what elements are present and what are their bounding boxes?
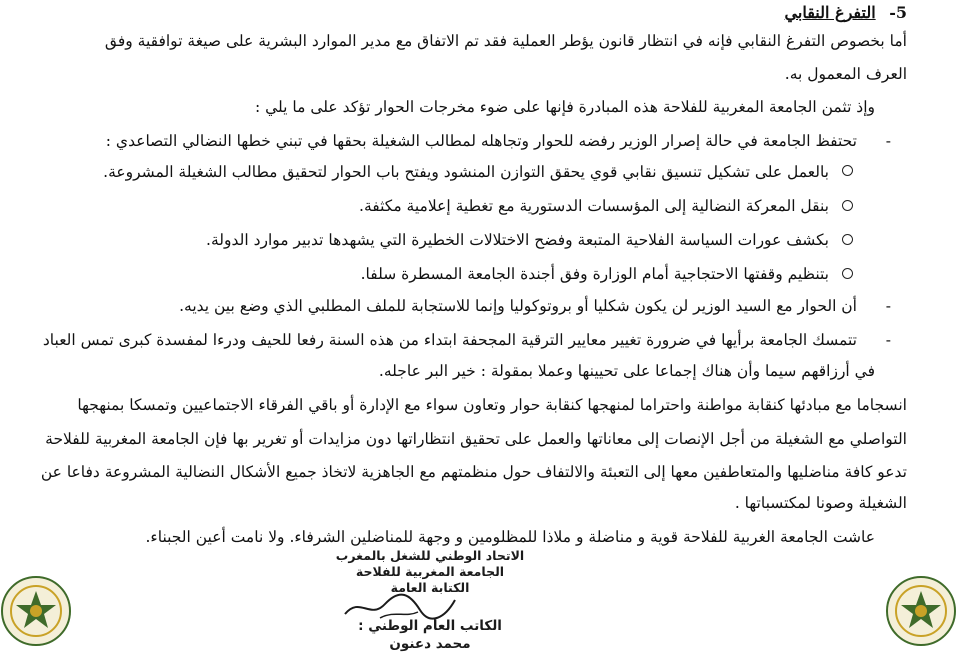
subitem-text: بنقل المعركة النضالية إلى المؤسسات الدستورية مع تغطية إعلامية مكثفة.	[359, 197, 829, 215]
section-number: 5-	[889, 3, 907, 22]
circle-bullet-icon	[842, 268, 853, 279]
bullet-dash: -	[885, 132, 891, 150]
stamp-union-name: الاتحاد الوطني للشغل بالمغرب	[335, 548, 525, 563]
signature-stamp	[310, 548, 550, 651]
stamp-title: الكاتب العام الوطني :	[358, 618, 502, 634]
stamp-signatory: محمد دعنون	[389, 636, 471, 652]
bullet-dash: -	[885, 331, 891, 349]
bullet-text: تتمسك الجامعة برأيها في ضرورة تغيير معايير الترقية المجحفة ابتداء من هذه السنة رفعا للحيف ودرءا لمفسدة كبرى تمس العباد	[42, 331, 857, 349]
circle-bullet-icon	[842, 234, 853, 245]
paragraph-line: الشغيلة وصونا لمكتسباتها .	[734, 494, 907, 512]
bullet-text: تحتفظ الجامعة في حالة إصرار الوزير رفضه للحوار وتجاهله لمطالب الشغيلة بحقها في تبني خطها النضالي التصاعدي :	[105, 132, 857, 150]
circle-bullet-icon	[842, 200, 853, 211]
subitem-text: بتنظيم وقفتها الاحتجاجية أمام الوزارة وفق أجندة الجامعة المسطرة سلفا.	[360, 265, 829, 283]
paragraph-line: العرف المعمول به.	[784, 65, 907, 83]
bullet-text: أن الحوار مع السيد الوزير لن يكون شكليا أو بروتوكوليا وإنما للاستجابة للملف المطلبي الذي وضع بين يديه.	[179, 297, 857, 315]
bullet-dash: -	[885, 297, 891, 315]
paragraph-line: التواصلي مع الشغيلة من أجل الإنصات إلى معاناتها والعمل على تحقيق انتظاراتها دون مزايدات أو تغرير بها فإن الجامعة المغربية للفلاحة	[45, 430, 907, 448]
section-heading	[785, 2, 907, 24]
union-emblem-icon	[0, 575, 72, 647]
stamp-federation-name: الجامعة المغربية للفلاحة	[355, 564, 505, 579]
subitem-text: بكشف عورات السياسة الفلاحية المتبعة وفضح الاختلالات الخطيرة التي يشهدها تدبير موارد الدولة.	[206, 231, 829, 249]
stamp-office: الكتابة العامة	[390, 580, 470, 595]
section-title: التفرغ النقابي	[784, 3, 876, 22]
subitem-text: بالعمل على تشكيل تنسيق نقابي قوي يحقق التوازن المنشود ويفتح باب الحوار لتحقيق مطالب الشغيلة المشروعة.	[103, 163, 829, 181]
paragraph-line: تدعو كافة مناضليها والمتعاطفين معها إلى التعبئة والالتفاف حول منظمتهم مع الجاهزية لاتخاذ جميع الأشكال النضالية المشروعة دفاعا عن	[40, 463, 907, 481]
circle-bullet-icon	[842, 165, 853, 176]
closing-line: عاشت الجامعة الغربية للفلاحة قوية و مناضلة و ملاذا للمظلومين و وجهة للمناضلين الشرفاء. ولا نامت أعين الجبناء.	[145, 528, 875, 546]
paragraph-line: وإذ تثمن الجامعة المغربية للفلاحة هذه المبادرة فإنها على ضوء مخرجات الحوار تؤكد على ما يلي :	[254, 98, 875, 116]
paragraph-line: أما بخصوص التفرغ النقابي فإنه في انتظار قانون يؤطر العملية فقد تم الاتفاق مع مدير الموارد البشرية على صيغة توافقية وفق	[104, 32, 907, 50]
union-emblem-icon	[885, 575, 957, 647]
paragraph-line: انسجاما مع مبادئها كنقابة مواطنة واحتراما لمنهجها كنقابة حوار وتعاون سواء مع الإدارة أو باقي الفرقاء الاجتماعيين وتمسكا بمنهجها	[77, 396, 907, 414]
bullet-text: في أرزاقهم سيما وأن هناك إجماعا على تحيينها وعملا بمقولة : خير البر عاجله.	[378, 362, 875, 380]
